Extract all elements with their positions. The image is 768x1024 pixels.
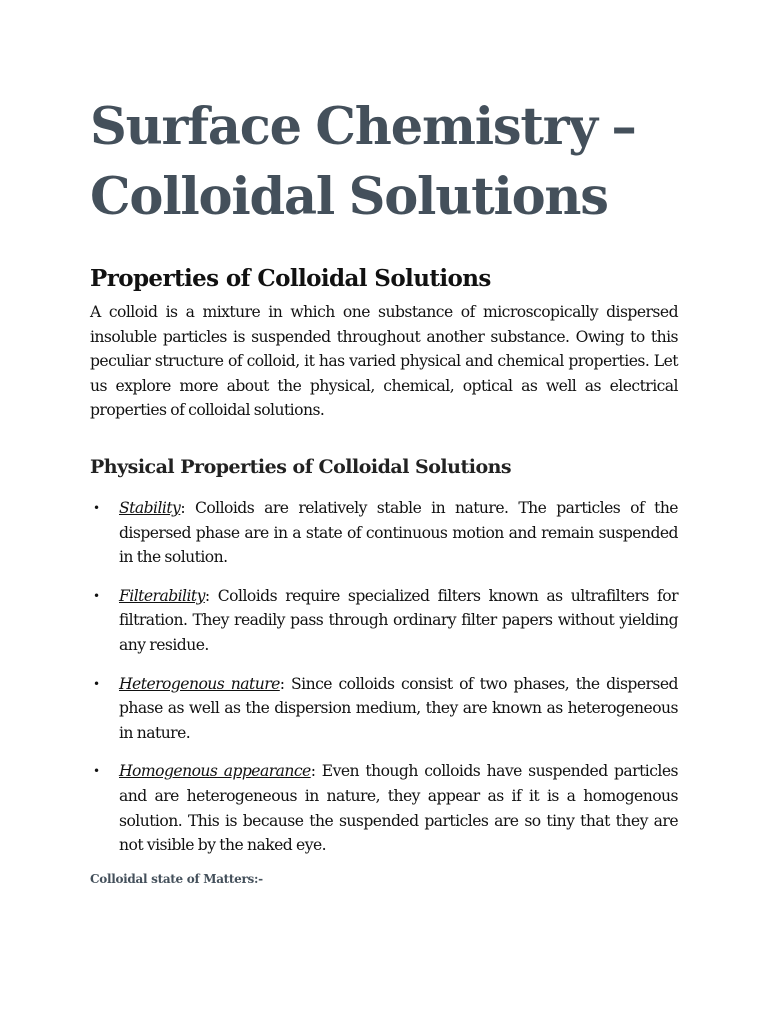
bullet-icon: •: [93, 588, 100, 603]
term-separator: :: [180, 498, 195, 517]
description-homogenous-appearance: Even though colloids have suspended particles and are heterogeneous in nature, they appear as if it is a homogenous solution. This is because the suspended particles are so tiny that they are not visible by the naked eye.: [119, 762, 678, 855]
physical-properties-list: [90, 496, 678, 858]
document-title-line-1: Surface Chemistry –: [90, 97, 636, 157]
bullet-icon: •: [93, 764, 100, 779]
term-separator: :: [204, 586, 218, 605]
bullet-icon: •: [93, 676, 100, 691]
intro-paragraph: A colloid is a mixture in which one substance of microscopically dispersed insoluble particles is suspended throughout another substance. Owing to this peculiar structure of colloid, it has varied physical and chemical properties. Let us explore more about the physical, chemical, optical as well as electrical properties of colloidal solutions.: [90, 303, 678, 420]
term-separator: :: [310, 762, 322, 781]
term-filterability: Filterability: [119, 586, 205, 605]
bullet-icon: •: [93, 500, 100, 515]
document-title: [90, 92, 678, 232]
term-stability: Stability: [119, 498, 181, 517]
list-item-stability: [90, 496, 678, 570]
term-homogenous-appearance: Homogenous appearance: [119, 762, 311, 781]
list-item-heterogenous-nature: [90, 672, 678, 746]
list-item-homogenous-appearance: [90, 759, 678, 857]
description-heterogenous-nature: Since colloids consist of two phases, the dispersed phase as well as the dispersion medium, they are known as heterogeneous in nature.: [119, 674, 678, 742]
footer-note: Colloidal state of Matters:-: [90, 871, 263, 886]
term-separator: :: [279, 674, 292, 693]
description-filterability: Colloids require specialized filters known as ultrafilters for filtration. They readily pass through ordinary filter papers without yielding any residue.: [119, 586, 678, 654]
section-heading: Properties of Colloidal Solutions: [90, 265, 491, 292]
term-heterogenous-nature: Heterogenous nature: [119, 674, 280, 693]
physical-properties-heading: Physical Properties of Colloidal Solutions: [90, 455, 512, 478]
list-item-filterability: [90, 584, 678, 658]
description-stability: Colloids are relatively stable in nature. The particles of the dispersed phase are in a state of continuous motion and remain suspended in the solution.: [119, 498, 678, 567]
document-title-line-2: Colloidal Solutions: [90, 167, 608, 227]
